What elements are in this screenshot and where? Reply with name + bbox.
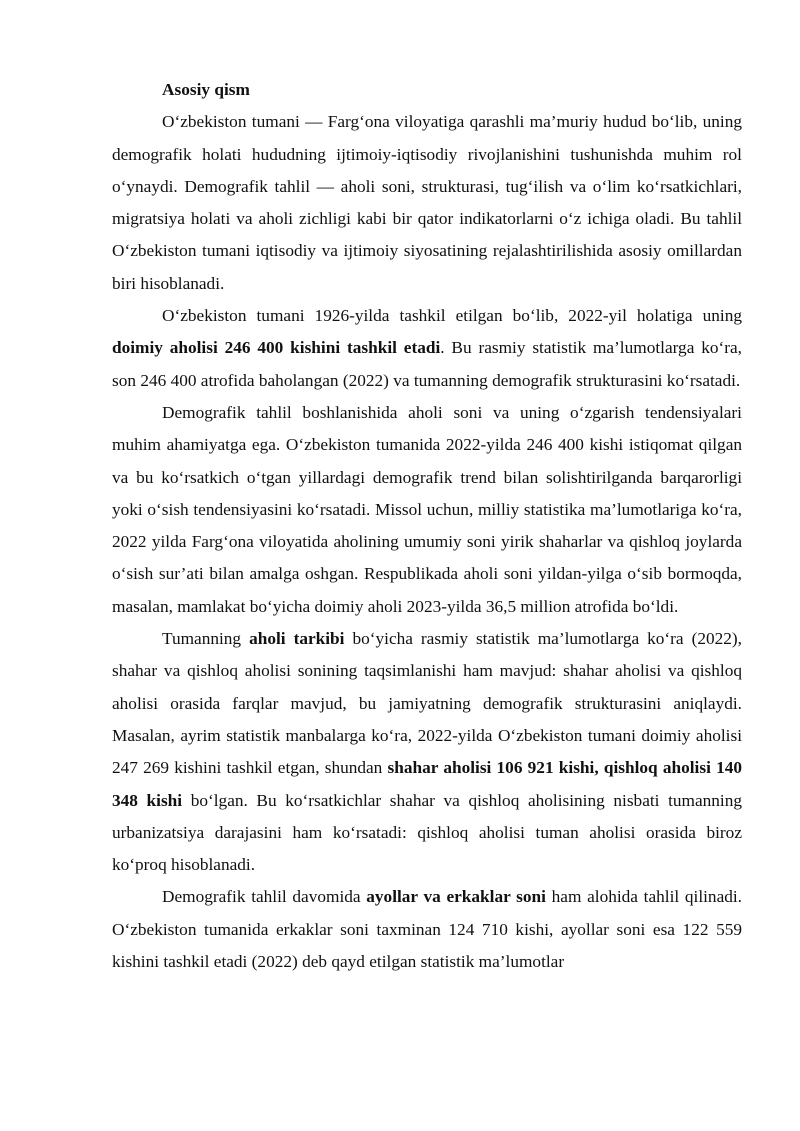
text-span: . Bu rasmiy statistik ma’lumotlarga ko‘ra, son 246 400 atrofida baholangan (2022) va tumanning demografik strukturasini ko‘rsatadi. xyxy=(112,338,742,390)
paragraph-intro xyxy=(112,106,742,300)
text-span: Demografik tahlil boshlanishida aholi soni va uning o‘zgarish tendensiyalari muhim ahamiyatga ega. O‘zbekiston tumanida 2022-yilda 246 400 kishi istiqomat qilgan va bu ko‘rsatkich o‘tgan yillardagi demografik trend bilan solishtirilganda barqarorligi yoki o‘sish tendensiyasini ko‘rsatadi. Missol uchun, milliy statistika ma’lumotlariga ko‘ra, 2022 yilda Farg‘ona viloyatida aholining umumiy soni yirik shaharlar va qishloq joylarda o‘sish sur’ati bilan amalga oshgan. Respublikada aholi soni yildan-yilga o‘sib bormoqda, masalan, mamlakat bo‘yicha doimiy aholi 2023-yilda 36,5 million atrofida bo‘ldi. xyxy=(112,402,742,616)
document-page xyxy=(112,74,742,978)
text-span: bo‘lgan. Bu ko‘rsatkichlar shahar va qishloq aholisining nisbati tumanning urbanizatsiya darajasini ham ko‘rsatadi: qishloq aholisi tuman aholisi orasida biroz ko‘proq hisoblanadi. xyxy=(112,790,742,875)
text-span: bo‘yicha rasmiy statistik ma’lumotlarga ko‘ra (2022), shahar va qishloq aholisi sonining taqsimlanishi ham mavjud: shahar aholisi va qishloq aholisi orasida farqlar mavjud, bu jamiyatning demografik strukturasini aniqlaydi. Masalan, ayrim statistik manbalarga ko‘ra, 2022-yilda O‘zbekiston tumani doimiy aholisi 247 269 kishini tashkil etgan, shundan xyxy=(112,629,742,778)
bold-text-span: ayollar va erkaklar soni xyxy=(366,887,546,907)
section-heading: Asosiy qism xyxy=(162,80,250,99)
text-span: O‘zbekiston tumani — Farg‘ona viloyatiga qarashli ma’muriy hudud bo‘lib, uning demografik holati hududning ijtimoiy-iqtisodiy rivojlanishini tushunishda muhim rol o‘ynaydi. Demografik tahlil — aholi soni, strukturasi, tug‘ilish va o‘lim ko‘rsatkichlari, migratsiya holati va aholi zichligi kabi bir qator indikatorlarni o‘z ichiga oladi. Bu tahlil O‘zbekiston tumani iqtisodiy va ijtimoiy siyosatining rejalashtirilishida asosiy omillardan biri hisoblanadi. xyxy=(112,112,742,293)
paragraph-population xyxy=(112,300,742,397)
text-span: O‘zbekiston tumani 1926-yilda tashkil etilgan bo‘lib, 2022-yil holatiga uning xyxy=(162,306,742,326)
paragraph-trends xyxy=(112,397,742,623)
bold-text-span: doimiy aholisi 246 400 kishini tashkil etadi xyxy=(112,338,441,358)
paragraph-composition xyxy=(112,623,742,881)
bold-text-span: shahar aholisi 106 921 kishi, qishloq aholisi 140 348 kishi xyxy=(112,758,742,810)
text-span: ham alohida tahlil qilinadi. O‘zbekiston tumanida erkaklar soni taxminan 124 710 kishi, ayollar soni esa 122 559 kishini tashkil etadi (2022) deb qayd etilgan statistik ma’lumotlar xyxy=(112,887,742,972)
text-span: Demografik tahlil davomida xyxy=(162,887,367,907)
paragraph-gender xyxy=(112,881,742,978)
text-span: Tumanning xyxy=(162,629,250,649)
bold-text-span: aholi tarkibi xyxy=(249,629,345,649)
